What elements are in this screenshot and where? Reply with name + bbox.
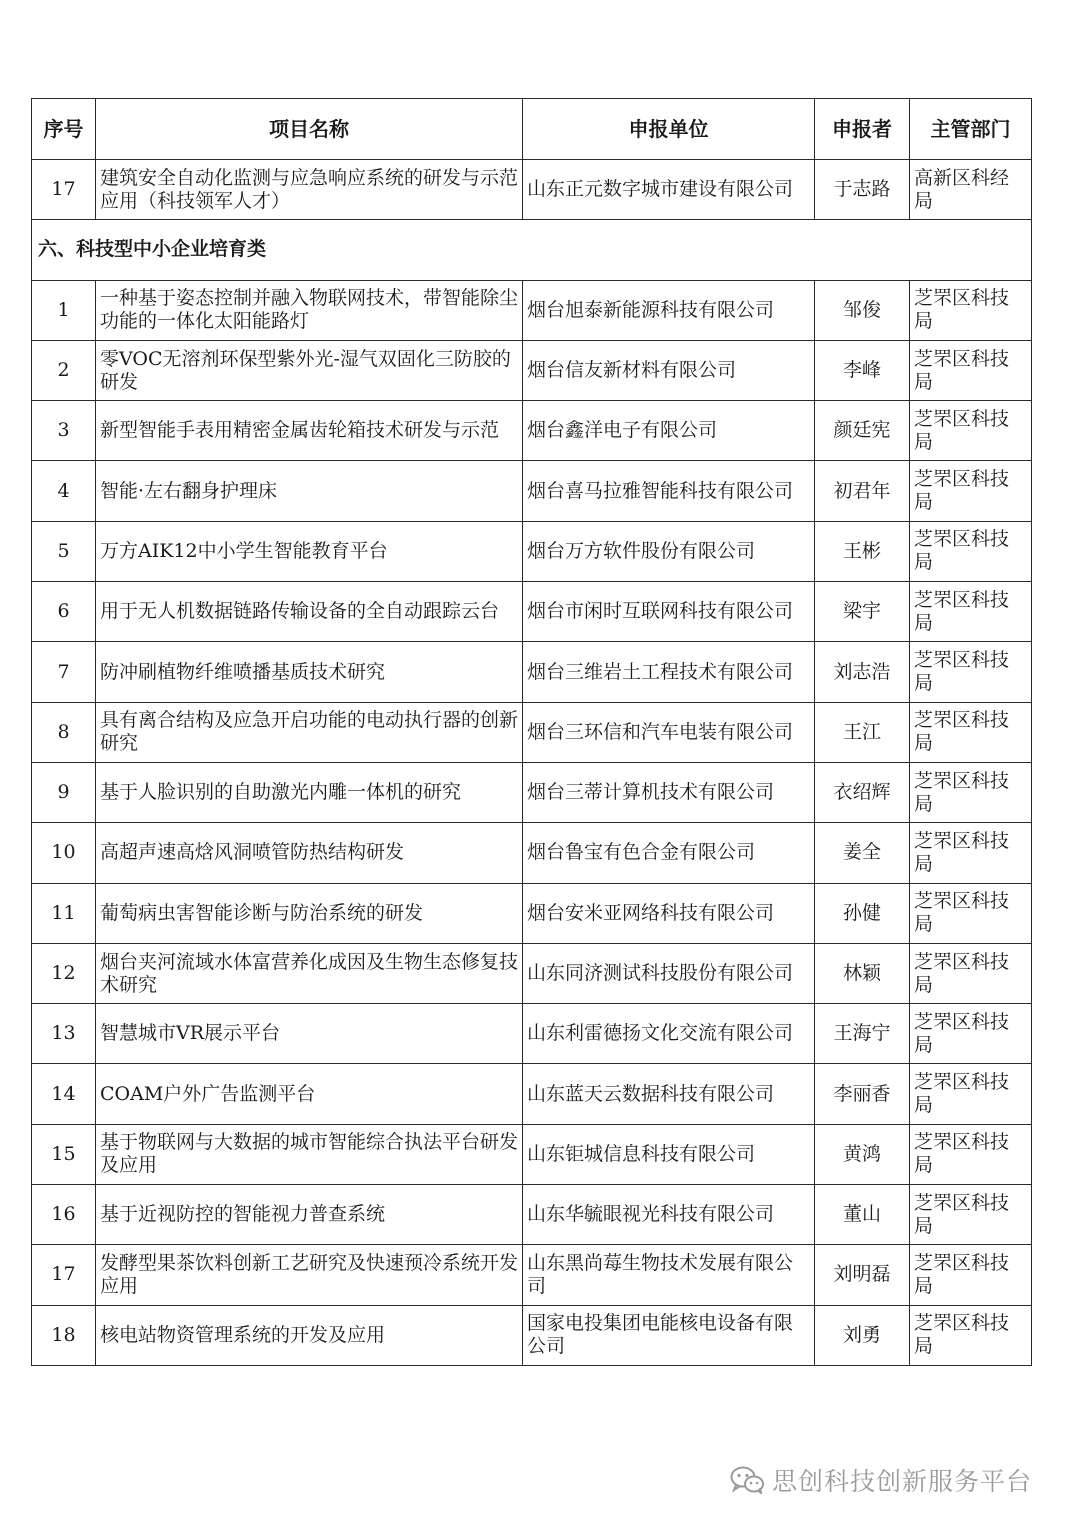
header-unit: 申报单位 [523, 99, 815, 160]
cell-person: 刘明磊 [815, 1245, 910, 1305]
cell-dept: 芝罘区科技局 [910, 1064, 1032, 1124]
table-row [32, 1305, 1032, 1365]
cell-name: 建筑安全自动化监测与应急响应系统的研发与示范应用（科技领军人才） [96, 160, 523, 220]
cell-name: 基于近视防控的智能视力普查系统 [96, 1185, 523, 1245]
cell-person: 邹俊 [815, 280, 910, 340]
cell-dept: 芝罘区科技局 [910, 762, 1032, 822]
cell-name: 基于人脸识别的自助激光内雕一体机的研究 [96, 762, 523, 822]
cell-name: 具有离合结构及应急开启功能的电动执行器的创新研究 [96, 702, 523, 762]
watermark [730, 1460, 1060, 1500]
table-row [32, 582, 1032, 642]
cell-dept: 芝罘区科技局 [910, 943, 1032, 1003]
cell-unit: 山东同济测试科技股份有限公司 [523, 943, 815, 1003]
cell-unit: 山东华毓眼视光科技有限公司 [523, 1185, 815, 1245]
header-no: 序号 [32, 99, 96, 160]
cell-unit: 烟台信友新材料有限公司 [523, 340, 815, 400]
cell-person: 王海宁 [815, 1004, 910, 1064]
cell-name: 高超声速高焓风洞喷管防热结构研发 [96, 823, 523, 883]
cell-dept: 芝罘区科技局 [910, 1004, 1032, 1064]
table-row [32, 1245, 1032, 1305]
cell-unit: 烟台三蒂计算机技术有限公司 [523, 762, 815, 822]
cell-dept: 芝罘区科技局 [910, 823, 1032, 883]
cell-no: 18 [32, 1305, 96, 1365]
cell-no: 13 [32, 1004, 96, 1064]
header-dept: 主管部门 [910, 99, 1032, 160]
cell-unit: 国家电投集团电能核电设备有限公司 [523, 1305, 815, 1365]
wechat-icon [730, 1466, 764, 1494]
table-row [32, 461, 1032, 521]
cell-person: 王江 [815, 702, 910, 762]
watermark-text: 思创科技创新服务平台 [772, 1467, 1033, 1496]
cell-person: 林颖 [815, 943, 910, 1003]
cell-dept: 高新区科经局 [910, 160, 1032, 220]
cell-name: 零VOC无溶剂环保型紫外光-湿气双固化三防胶的研发 [96, 340, 523, 400]
table-row [32, 340, 1032, 400]
cell-name: 烟台夹河流域水体富营养化成因及生物生态修复技术研究 [96, 943, 523, 1003]
table-row [32, 1004, 1032, 1064]
cell-name: 智慧城市VR展示平台 [96, 1004, 523, 1064]
table-row [32, 702, 1032, 762]
cell-name: 万方AIK12中小学生智能教育平台 [96, 521, 523, 581]
cell-name: 新型智能手表用精密金属齿轮箱技术研发与示范 [96, 401, 523, 461]
table-row [32, 762, 1032, 822]
cell-no: 12 [32, 943, 96, 1003]
cell-unit: 山东钜城信息科技有限公司 [523, 1124, 815, 1184]
cell-person: 衣绍辉 [815, 762, 910, 822]
cell-name: 智能·左右翻身护理床 [96, 461, 523, 521]
cell-no: 16 [32, 1185, 96, 1245]
cell-no: 11 [32, 883, 96, 943]
cell-unit: 烟台喜马拉雅智能科技有限公司 [523, 461, 815, 521]
cell-dept: 芝罘区科技局 [910, 883, 1032, 943]
cell-person: 董山 [815, 1185, 910, 1245]
cell-dept: 芝罘区科技局 [910, 702, 1032, 762]
section-title: 六、科技型中小企业培育类 [32, 220, 1032, 280]
cell-no: 10 [32, 823, 96, 883]
table-row [32, 280, 1032, 340]
table-header-row [32, 99, 1032, 160]
cell-dept: 芝罘区科技局 [910, 1124, 1032, 1184]
table-body [32, 160, 1032, 1366]
cell-person: 王彬 [815, 521, 910, 581]
project-table [31, 98, 1032, 1366]
cell-unit: 烟台市闲时互联网科技有限公司 [523, 582, 815, 642]
cell-no: 9 [32, 762, 96, 822]
cell-no: 3 [32, 401, 96, 461]
cell-person: 李丽香 [815, 1064, 910, 1124]
cell-dept: 芝罘区科技局 [910, 1305, 1032, 1365]
cell-no: 1 [32, 280, 96, 340]
table-row [32, 1185, 1032, 1245]
cell-person: 黄鸿 [815, 1124, 910, 1184]
cell-dept: 芝罘区科技局 [910, 642, 1032, 702]
header-name: 项目名称 [96, 99, 523, 160]
table-row [32, 160, 1032, 220]
cell-no: 7 [32, 642, 96, 702]
cell-no: 17 [32, 1245, 96, 1305]
cell-no: 14 [32, 1064, 96, 1124]
cell-unit: 烟台万方软件股份有限公司 [523, 521, 815, 581]
table-row [32, 521, 1032, 581]
cell-no: 6 [32, 582, 96, 642]
cell-person: 刘勇 [815, 1305, 910, 1365]
cell-person: 梁宇 [815, 582, 910, 642]
cell-unit: 烟台旭泰新能源科技有限公司 [523, 280, 815, 340]
header-person: 申报者 [815, 99, 910, 160]
cell-unit: 烟台鑫洋电子有限公司 [523, 401, 815, 461]
cell-dept: 芝罘区科技局 [910, 1245, 1032, 1305]
cell-unit: 山东正元数字城市建设有限公司 [523, 160, 815, 220]
table-row [32, 823, 1032, 883]
cell-name: 发酵型果茶饮料创新工艺研究及快速预冷系统开发应用 [96, 1245, 523, 1305]
table-row [32, 1064, 1032, 1124]
table-row [32, 883, 1032, 943]
section-row [32, 220, 1032, 280]
cell-unit: 烟台安米亚网络科技有限公司 [523, 883, 815, 943]
cell-dept: 芝罘区科技局 [910, 461, 1032, 521]
cell-unit: 山东黑尚莓生物技术发展有限公司 [523, 1245, 815, 1305]
cell-no: 2 [32, 340, 96, 400]
cell-unit: 烟台三维岩土工程技术有限公司 [523, 642, 815, 702]
cell-dept: 芝罘区科技局 [910, 280, 1032, 340]
cell-name: COAM户外广告监测平台 [96, 1064, 523, 1124]
cell-dept: 芝罘区科技局 [910, 340, 1032, 400]
cell-person: 于志路 [815, 160, 910, 220]
table-row [32, 1124, 1032, 1184]
cell-person: 李峰 [815, 340, 910, 400]
cell-name: 一种基于姿态控制并融入物联网技术，带智能除尘功能的一体化太阳能路灯 [96, 280, 523, 340]
cell-name: 核电站物资管理系统的开发及应用 [96, 1305, 523, 1365]
cell-no: 15 [32, 1124, 96, 1184]
cell-unit: 烟台鲁宝有色合金有限公司 [523, 823, 815, 883]
cell-person: 孙健 [815, 883, 910, 943]
table-row [32, 401, 1032, 461]
cell-unit: 烟台三环信和汽车电装有限公司 [523, 702, 815, 762]
cell-no: 5 [32, 521, 96, 581]
cell-dept: 芝罘区科技局 [910, 1185, 1032, 1245]
cell-name: 防冲刷植物纤维喷播基质技术研究 [96, 642, 523, 702]
cell-dept: 芝罘区科技局 [910, 401, 1032, 461]
cell-no: 4 [32, 461, 96, 521]
table-row [32, 943, 1032, 1003]
table-row [32, 642, 1032, 702]
cell-person: 初君年 [815, 461, 910, 521]
cell-name: 用于无人机数据链路传输设备的全自动跟踪云台 [96, 582, 523, 642]
cell-no: 8 [32, 702, 96, 762]
cell-dept: 芝罘区科技局 [910, 521, 1032, 581]
cell-unit: 山东蓝天云数据科技有限公司 [523, 1064, 815, 1124]
cell-dept: 芝罘区科技局 [910, 582, 1032, 642]
cell-person: 颜廷宪 [815, 401, 910, 461]
cell-no: 17 [32, 160, 96, 220]
cell-name: 基于物联网与大数据的城市智能综合执法平台研发及应用 [96, 1124, 523, 1184]
cell-unit: 山东利雷德扬文化交流有限公司 [523, 1004, 815, 1064]
cell-person: 姜全 [815, 823, 910, 883]
cell-person: 刘志浩 [815, 642, 910, 702]
cell-name: 葡萄病虫害智能诊断与防治系统的研发 [96, 883, 523, 943]
